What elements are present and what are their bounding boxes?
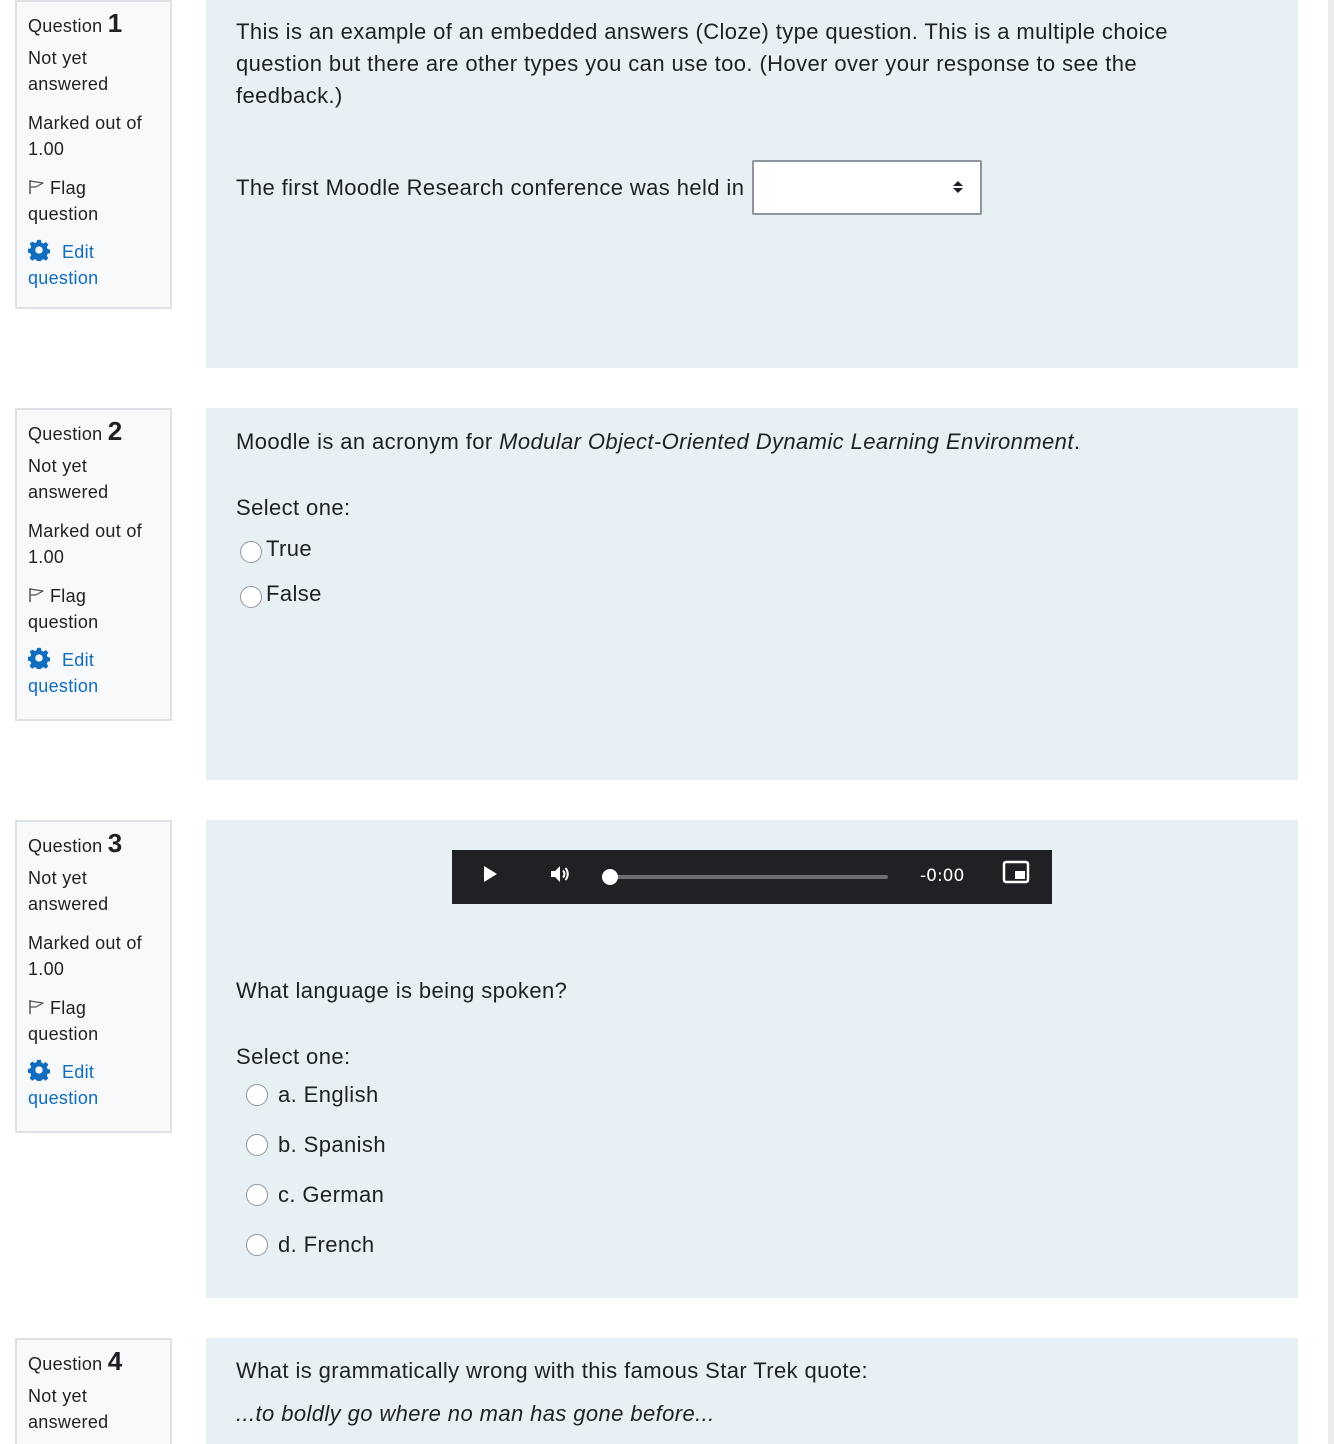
question-grade: Marked out of 1.00 [28,933,142,979]
answer-option[interactable] [240,526,1268,571]
cloze-prompt: The first Moodle Research conference was held in [236,174,745,200]
flag-question-link[interactable]: Flag question [28,586,99,632]
question-state: Not yet answered [28,456,109,502]
page-scrollbar[interactable] [1328,0,1334,1444]
option-label: a. English [278,1082,379,1107]
select-one-label: Select one: [236,495,351,520]
gear-icon [28,647,50,669]
audio-time-remaining: -0:00 [920,866,965,886]
radio-button[interactable] [246,1184,268,1206]
question-quote: ...to boldly go where no man has gone before... [236,1401,715,1426]
picture-in-picture-icon[interactable] [1002,860,1030,884]
question-number: Question 3 [28,828,123,858]
answer-option[interactable] [236,1170,386,1220]
question-2-content [206,408,1298,780]
question-4-info [15,1338,172,1444]
question-number: Question 1 [28,8,123,38]
flag-question-link[interactable]: Flag question [28,998,99,1044]
flag-icon [28,587,46,603]
select-one-label: Select one: [236,1044,351,1069]
question-1-info [15,0,172,309]
audio-player [452,850,1052,904]
cloze-answer-select[interactable] [752,160,982,215]
option-label: c. German [278,1182,385,1207]
answer-option[interactable] [236,1070,386,1120]
radio-button[interactable] [246,1234,268,1256]
edit-question-link[interactable]: Edit question [28,647,160,699]
option-label: True [266,535,313,561]
cloze-answer-line [236,160,982,215]
flag-icon [28,999,46,1015]
question-text: What is grammatically wrong with this famous Star Trek quote: [236,1358,869,1383]
radio-button[interactable] [246,1134,268,1156]
question-state: Not yet answered [28,48,109,94]
select-arrows-icon [952,179,964,195]
question-3-content [206,820,1298,1298]
answer-option[interactable] [236,1220,386,1270]
radio-button[interactable] [240,541,262,563]
option-label: d. French [278,1232,375,1257]
answer-option[interactable] [236,1120,386,1170]
question-text: Moodle is an acronym for Modular Object-Oriented Dynamic Learning Environment. [236,429,1081,454]
gear-icon [28,239,50,261]
question-number: Question 2 [28,416,123,446]
answer-options [240,526,1268,616]
question-number: Question 4 [28,1346,123,1376]
answer-option[interactable] [240,571,1268,616]
gear-icon [28,1059,50,1081]
option-label: b. Spanish [278,1132,386,1157]
edit-question-link[interactable]: Edit question [28,1059,160,1111]
audio-progress-handle[interactable] [602,869,618,885]
question-1-content [206,0,1298,368]
option-label: False [266,580,322,606]
question-grade: Marked out of 1.00 [28,113,142,159]
flag-question-link[interactable]: Flag question [28,178,99,224]
question-grade: Marked out of 1.00 [28,521,142,567]
question-3-info [15,820,172,1133]
answer-options [236,1070,386,1270]
flag-icon [28,179,46,195]
question-text: What language is being spoken? [236,978,568,1003]
play-icon[interactable] [482,865,498,883]
question-4-content [206,1338,1298,1444]
question-text: This is an example of an embedded answers (Cloze) type question. This is a multiple choice question but there are other types you can use too. (Hover over your response to see the feedback.) [236,19,1168,108]
radio-button[interactable] [246,1084,268,1106]
audio-progress-track[interactable] [610,875,888,879]
question-state: Not yet answered [28,1386,109,1432]
volume-icon[interactable] [548,862,572,886]
question-state: Not yet answered [28,868,109,914]
edit-question-link[interactable]: Edit question [28,239,160,291]
radio-button[interactable] [240,586,262,608]
question-2-info [15,408,172,721]
